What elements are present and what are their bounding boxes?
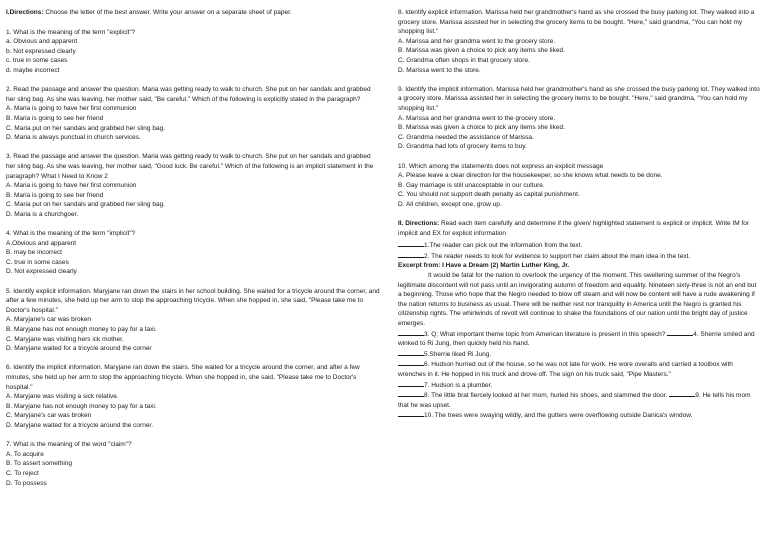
question-stem: 9. Identify the implicit information. Marissa held her grandmother's hand as she crossed the busy parking lot. They walked into a grocery store. Marissa assisted her in selecting the grocery items to be bought. "Here," said grandma, "You can hold my shopping list.": [398, 85, 760, 112]
answer-blank[interactable]: [398, 410, 424, 417]
question-stem: 8. Identify explicit information. Marissa held her grandmother's hand as she crossed the busy parking lot. They walked into a grocery store. Marissa assisted her in selecting the grocery items to be bought. "Here," said grandma, "You can hold my shopping list.": [398, 9, 755, 36]
option: a. Obvious and apparent: [6, 38, 78, 46]
question-1: [6, 28, 380, 76]
item-3-4: 3. Q; What important theme topic from American literature is present in this speech? 4. Sherrie smiled and winked to Ri Jung, then quickly held his hand.: [398, 330, 755, 348]
section-2-directions: II. Directions: Read each item carefully and determine if the given/ highlighted statement is explicit or implicit. Write IM for implicit and EX for explicit information: [398, 220, 750, 237]
option: d. maybe incorrect: [6, 66, 60, 74]
excerpt-text: It would be fatal for the nation to overlook the urgency of the moment. This sweltering summer of the Negro's legitimate discontent will not pass until an invigorating autumn of freedom and equality. Nineteen sixty-three is not an end but a beginning. Those who hope that the Negro needed to blow off steam and will now be content will have a rude awakening if the nation returns to business as usual. There will be neither rest nor tranquility in America until the Negro is granted his citizenship rights. The whirlwinds of revolt will continue to shake the foundations of our nation until the bright day of justice emerges.: [398, 272, 757, 327]
option: C. To reject: [6, 469, 39, 477]
item-8-9: 8. The little brat fiercely looked at her mom, hurled his shoes, and slammed the door. 9. He tells his mom that he was upset.: [398, 392, 751, 409]
option: C. Grandma needed the assistance of Marissa.: [398, 133, 534, 141]
option: c. true in some cases: [6, 57, 68, 65]
question-stem: 1. What is the meaning of the term "explicit"?: [6, 28, 136, 36]
question-stem: 7. What is the meaning of the word "claim"?: [6, 441, 132, 449]
right-column: [398, 8, 760, 421]
option: C. You should not support death penalty as capital punishment.: [398, 191, 580, 199]
answer-blank[interactable]: [667, 329, 693, 336]
option: C. Maria put on her sandals and grabbed her sling bag.: [6, 124, 165, 132]
question-2: [6, 85, 380, 143]
option: A. To acquire: [6, 450, 44, 458]
answer-blank[interactable]: [398, 329, 424, 336]
option: A. Maryjane was visiting a sick relative.: [6, 393, 119, 401]
answer-blank[interactable]: [669, 390, 695, 397]
question-stem: 5. Identify explicit information. Maryjane ran down the stairs in her school building. She waited for a tricycle around the corner, and after a few minutes, she held up her arm to stop the approaching tricycle. When she hopped in, she said, "Please take me to Doctor's hospital.": [6, 287, 380, 314]
option: C. Maryjane was visiting hers ick mother.: [6, 335, 124, 343]
option: A. Marissa and her grandma went to the grocery store.: [398, 114, 556, 122]
question-stem: 4. What is the meaning of the term "implicit"?: [6, 230, 136, 238]
option: C. Maryjane's car was broken: [6, 412, 92, 420]
option: B. Maria is going to see her friend: [6, 191, 104, 199]
option: A. Marissa and her grandma went to the grocery store.: [398, 37, 556, 45]
left-column: [6, 8, 380, 498]
option: D. Maria is a churchgoer.: [6, 210, 79, 218]
option: A. Please leave a clear direction for the housekeeper, so she knows what needs to be done.: [398, 172, 663, 180]
option: B. Gay marriage is still unacceptable in our culture.: [398, 181, 545, 189]
option: D. Maryjane waited for a tricycle around the corner.: [6, 421, 154, 429]
option: D. All children, except one, grow up.: [398, 200, 502, 208]
option: B. Maria is going to see her friend: [6, 114, 104, 122]
option: D. Maria is always punctual in church services.: [6, 134, 141, 142]
option: D. Grandma had lots of grocery items to buy.: [398, 143, 527, 151]
option: A. Maria is going to have her first communion: [6, 182, 137, 190]
question-3: [6, 152, 380, 219]
answer-blank[interactable]: [398, 380, 424, 387]
item-2: 2. The reader needs to look for evidence to support her claim about the main idea in the text.: [398, 251, 760, 262]
option: B. Maryjane has not enough money to pay for a taxi.: [6, 402, 157, 410]
answer-blank[interactable]: [398, 359, 424, 366]
question-6: [6, 363, 380, 430]
answer-blank[interactable]: [398, 251, 424, 258]
option: b. Not expressed clearly: [6, 47, 76, 55]
option: B. To assert something: [6, 460, 72, 468]
question-7: [6, 440, 380, 488]
excerpt-title: Excerpt from: I Have a Dream (2) Martin Luther King, Jr.: [398, 262, 570, 270]
question-stem: 10. Which among the statements does not express an explicit message: [398, 162, 604, 170]
question-9: [398, 85, 760, 152]
answer-blank[interactable]: [398, 240, 424, 247]
option: B. Marissa was given a choice to pick any items she liked.: [398, 47, 565, 55]
option: A. Maria is going to have her first communion: [6, 105, 137, 113]
option: D. Maryjane waited for a tricycle around the corner: [6, 345, 152, 353]
question-8: [398, 8, 760, 75]
option: B. Marissa was given a choice to pick any items she liked.: [398, 124, 565, 132]
option: C. Maria put on her sandals and grabbed her sling bag.: [6, 201, 165, 209]
option: D. Marissa went to the store.: [398, 66, 481, 74]
directions: I.Directions: Choose the letter of the best answer. Write your answer on a separate sheet of paper.: [6, 9, 292, 16]
option: D. To possess: [6, 479, 47, 487]
item-6: 6. Hudson hurried out of the house, so he was not late for work. He wore overalls and carried a toolbox with wrenches in it. He hopped in his truck and drove off. The sign on his truck said, "Pipe Masters.": [398, 361, 733, 378]
option: B. may be incorrect: [6, 249, 62, 257]
option: A. Maryjane's car was broken: [6, 316, 92, 324]
answer-blank[interactable]: [398, 349, 424, 356]
question-stem: 6. Identify the implicit information. Maryjane ran down the stairs. She waited for a tricycle around the corner, and after a few minutes, she held up her arm to stop the approaching tricycle. When she hopped in, she said, "Please take me to Doctor's hospital.": [6, 364, 360, 391]
question-stem: 3. Read the passage and answer the question. Maria was getting ready to walk to church. She put on her sandals and grabbed her sling bag. As she was leaving, her mother said, "Good luck. Be careful." Which of the following is an implicit statement in the paragraph? What I Need to Know 2: [6, 153, 374, 180]
item-1: 1.The reader can pick out the information from the text.: [398, 240, 760, 251]
option: D. Not expressed clearly: [6, 268, 77, 276]
option: A.Obvious and apparent: [6, 239, 77, 247]
question-5: [6, 287, 380, 354]
option: B. Maryjane has not enough money to pay for a taxi.: [6, 326, 157, 333]
question-10: [398, 162, 760, 210]
question-stem: 2. Read the passage and answer the question. Maria was getting ready to walk to church. She put on her sandals and grabbed her sling bag. As she was leaving, her mother said, "Be careful." Which of the following is explicitly stated in the paragraph?: [6, 86, 371, 103]
question-4: [6, 229, 380, 277]
item-10: 10. The trees were swaying wildly, and the gutters were overflowing outside Danica's window.: [398, 410, 760, 421]
option: C. true in some cases: [6, 258, 69, 266]
answer-blank[interactable]: [398, 390, 424, 397]
item-5: 5.Sherrie liked Ri Jung.: [398, 349, 760, 360]
option: C. Grandma often shops in that grocery store.: [398, 56, 530, 64]
item-7: 7. Hudson is a plumber.: [398, 380, 760, 391]
